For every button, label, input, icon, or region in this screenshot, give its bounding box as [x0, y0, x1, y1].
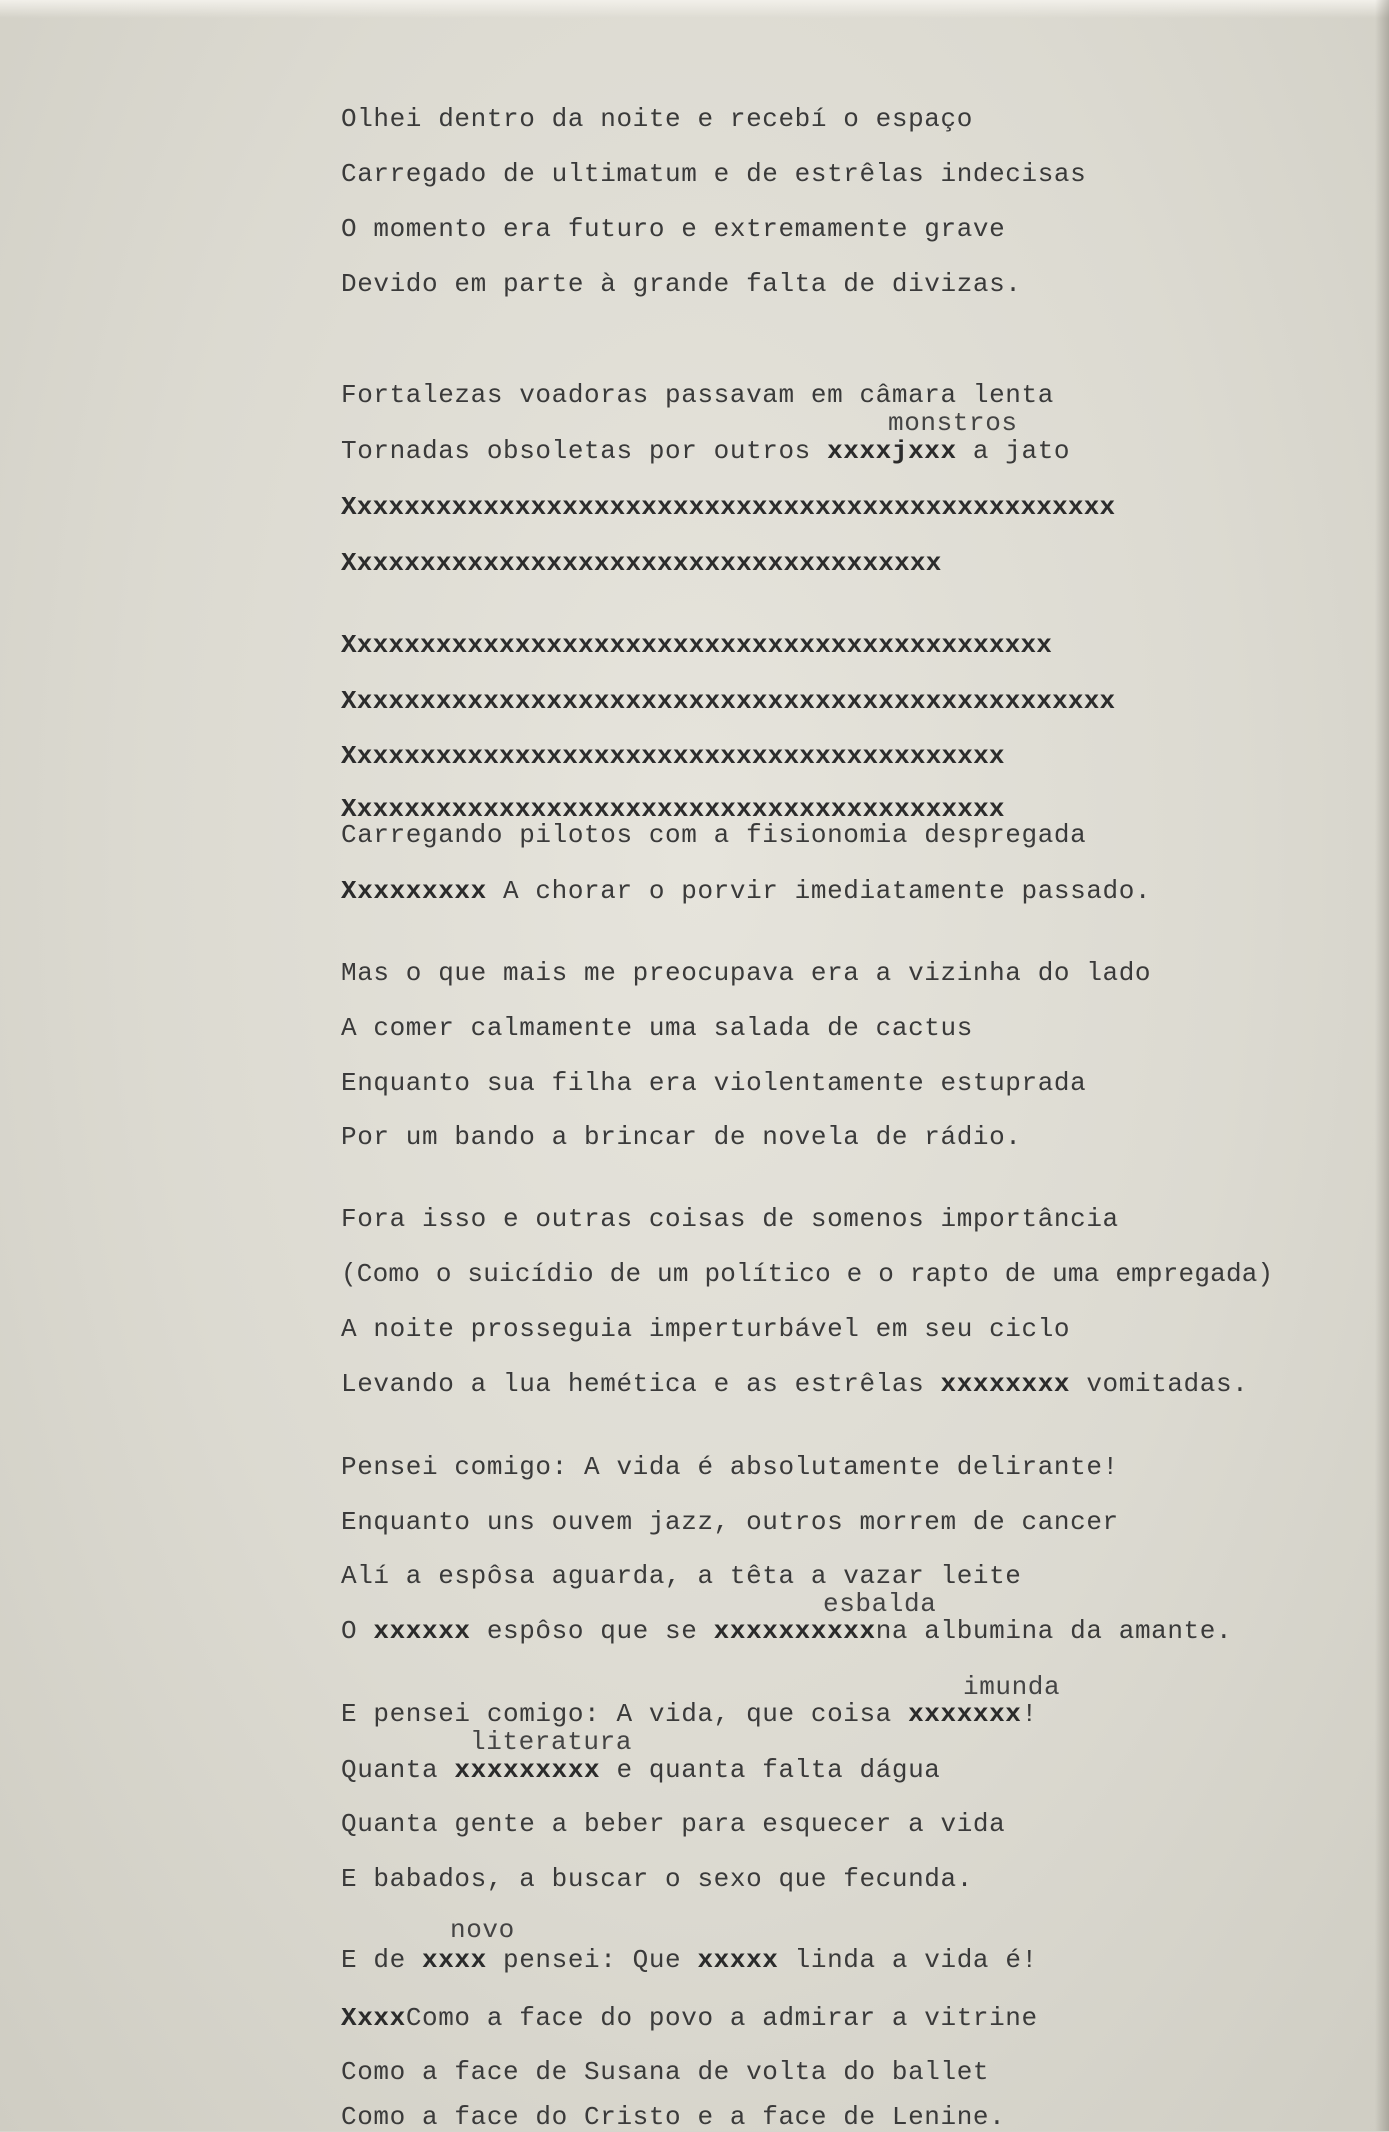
poem-line: Levando a lua hemética e as estrêlas xxxxxxxx vomitadas.	[341, 1369, 1249, 1399]
inserted-word: imunda	[963, 1672, 1061, 1702]
poem-line: Carregado de ultimatum e de estrêlas indecisas	[341, 159, 1087, 189]
inserted-word: monstros	[888, 408, 1018, 438]
struck-word: xxxxjxxx	[827, 436, 957, 466]
poem-line: Devido em parte à grande falta de divizas.	[341, 269, 1022, 299]
poem-line: Alí a espôsa aguarda, a têta a vazar leite	[341, 1561, 1022, 1591]
struck-word: xxxxxxx	[908, 1699, 1022, 1729]
poem-line: Por um bando a brincar de novela de rádio.	[341, 1122, 1022, 1152]
struck-word: xxxxxx	[373, 1616, 471, 1646]
poem-line: Enquanto uns ouvem jazz, outros morrem de cancer	[341, 1507, 1119, 1537]
poem-line: Olhei dentro da noite e recebí o espaço	[341, 104, 973, 134]
poem-line: O xxxxxx espôso que se xxxxxxxxxxna albumina da amante.	[341, 1616, 1233, 1646]
struck-line: Xxxxxxxxxxxxxxxxxxxxxxxxxxxxxxxxxxxxxxxxxx	[341, 794, 1005, 824]
poem-line: A comer calmamente uma salada de cactus	[341, 1013, 973, 1043]
poem-line: Mas o que mais me preocupava era a vizinha do lado	[341, 958, 1152, 988]
poem-line: E pensei comigo: A vida, que coisa xxxxxxx!	[341, 1699, 1038, 1729]
poem-line: Enquanto sua filha era violentamente estuprada	[341, 1068, 1087, 1098]
struck-word: Xxxx	[341, 2003, 406, 2033]
inserted-word: literatura	[470, 1727, 633, 1757]
poem-line: E de xxxx pensei: Que xxxxx linda a vida é!	[341, 1945, 1038, 1975]
poem-line: XxxxComo a face do povo a admirar a vitrine	[341, 2003, 1038, 2033]
inserted-word: esbalda	[823, 1589, 937, 1619]
struck-word: xxxxxxxx	[940, 1369, 1071, 1399]
poem-line: Fora isso e outras coisas de somenos importância	[341, 1204, 1119, 1234]
poem-line: E babados, a buscar o sexo que fecunda.	[341, 1864, 973, 1894]
poem-line: (Como o suicídio de um político e o rapto de uma empregada)	[341, 1259, 1274, 1289]
poem-line: Pensei comigo: A vida é absolutamente delirante!	[341, 1452, 1119, 1482]
struck-line: Xxxxxxxxxxxxxxxxxxxxxxxxxxxxxxxxxxxxxxxxxxxxx	[341, 630, 1053, 660]
poem-line: A noite prosseguia imperturbável em seu ciclo	[341, 1314, 1071, 1344]
struck-line: Xxxxxxxxxxxxxxxxxxxxxxxxxxxxxxxxxxxxxxxxxxxxxxxxx	[341, 686, 1116, 716]
poem-line: Carregando pilotos com a fisionomia despregada	[341, 820, 1087, 850]
struck-word: xxxxxxxxx	[454, 1755, 601, 1785]
struck-line: Xxxxxxxxxxxxxxxxxxxxxxxxxxxxxxxxxxxxxxxxxxxxxxxxx	[341, 492, 1116, 522]
poem-line: Quanta gente a beber para esquecer a vida	[341, 1809, 1006, 1839]
inserted-word: novo	[450, 1915, 515, 1945]
poem-line: Como a face do Cristo e a face de Lenine.	[341, 2102, 1006, 2132]
struck-word: xxxxx	[697, 1945, 779, 1975]
struck-word: Xxxxxxxxx	[341, 876, 487, 906]
poem-line: Quanta xxxxxxxxx e quanta falta dágua	[341, 1755, 941, 1785]
struck-line: Xxxxxxxxxxxxxxxxxxxxxxxxxxxxxxxxxxxxxxxxxx	[341, 741, 1005, 771]
struck-word: xxxxxxxxxx	[713, 1616, 876, 1646]
poem-line: O momento era futuro e extremamente grave	[341, 214, 1006, 244]
poem-line: Fortalezas voadoras passavam em câmara lenta	[341, 380, 1054, 410]
poem-line: Tornadas obsoletas por outros xxxxjxxx a jato	[341, 436, 1071, 466]
struck-line: Xxxxxxxxxxxxxxxxxxxxxxxxxxxxxxxxxxxxxx	[341, 548, 942, 578]
poem-line: Como a face de Susana de volta do ballet	[341, 2057, 990, 2087]
poem-line: Xxxxxxxxx A chorar o porvir imediatamente passado.	[341, 876, 1152, 906]
struck-word: xxxx	[422, 1945, 487, 1975]
